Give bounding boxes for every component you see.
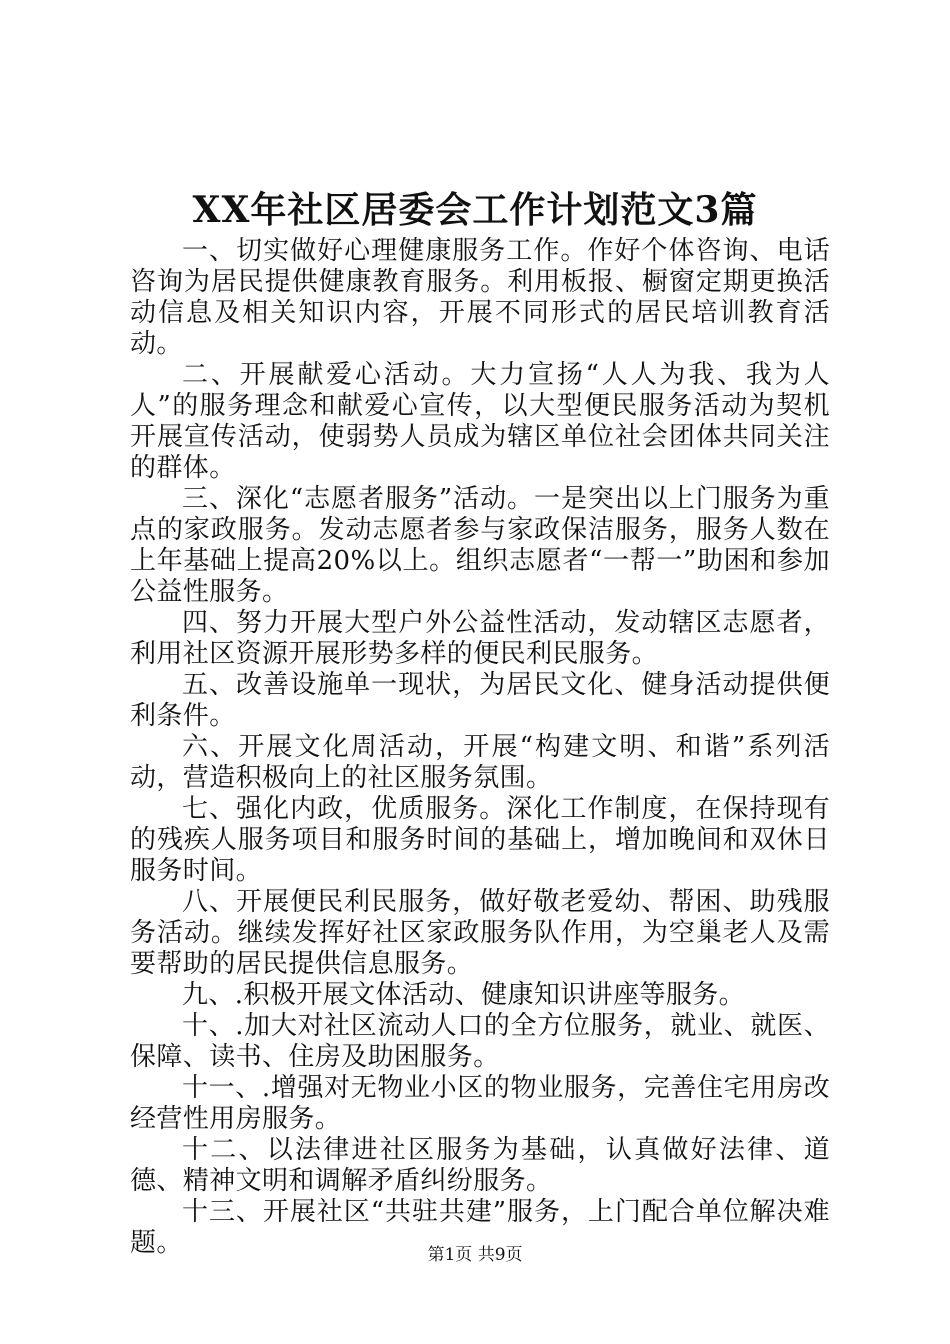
paragraph-5: 五、改善设施单一现状，为居民文化、健身活动提供便利条件。 <box>130 670 830 731</box>
paragraph-10: 十、.加大对社区流动人口的全方位服务，就业、就医、保障、读书、住房及助困服务。 <box>130 1011 830 1072</box>
paragraph-9: 九、.积极开展文体活动、健康知识讲座等服务。 <box>182 980 746 1010</box>
paragraph-6: 六、开展文化周活动，开展“构建文明、和谐”系列活动，营造积极向上的社区服务氛围。 <box>130 732 830 793</box>
document-title: XX年社区居委会工作计划范文3篇 <box>192 189 758 231</box>
paragraph-4: 四、努力开展大型户外公益性活动，发动辖区志愿者，利用社区资源开展形势多样的便民利民服务。 <box>130 608 830 669</box>
paragraph-11: 十一、.增强对无物业小区的物业服务，完善住宅用房改经营性用房服务。 <box>130 1073 830 1134</box>
paragraph-3: 三、深化“志愿者服务”活动。一是突出以上门服务为重点的家政服务。发动志愿者参与家政保洁服务，服务人数在上年基础上提高20%以上。组织志愿者“一帮一”助困和参加公益性服务。 <box>130 484 830 607</box>
paragraph-2: 二、开展献爱心活动。大力宣扬“人人为我、我为人人”的服务理念和献爱心宣传，以大型便民服务活动为契机开展宣传活动，使弱势人员成为辖区单位社会团体共同关注的群体。 <box>130 360 830 483</box>
document-body <box>130 236 830 1259</box>
paragraph-8: 八、开展便民利民服务，做好敬老爱幼、帮困、助残服务活动。继续发挥好社区家政服务队作用，为空巢老人及需要帮助的居民提供信息服务。 <box>130 887 830 979</box>
page-number-footer: 第1页 共9页 <box>427 1245 523 1265</box>
paragraph-13: 十三、开展社区“共驻共建”服务，上门配合单位解决难题。 <box>130 1197 830 1258</box>
paragraph-1: 一、切实做好心理健康服务工作。作好个体咨询、电话咨询为居民提供健康教育服务。利用板报、橱窗定期更换活动信息及相关知识内容，开展不同形式的居民培训教育活动。 <box>130 236 830 359</box>
paragraph-12: 十二、以法律进社区服务为基础，认真做好法律、道德、精神文明和调解矛盾纠纷服务。 <box>130 1135 830 1196</box>
paragraph-7: 七、强化内政，优质服务。深化工作制度，在保持现有的残疾人服务项目和服务时间的基础上，增加晚间和双休日服务时间。 <box>130 794 830 886</box>
